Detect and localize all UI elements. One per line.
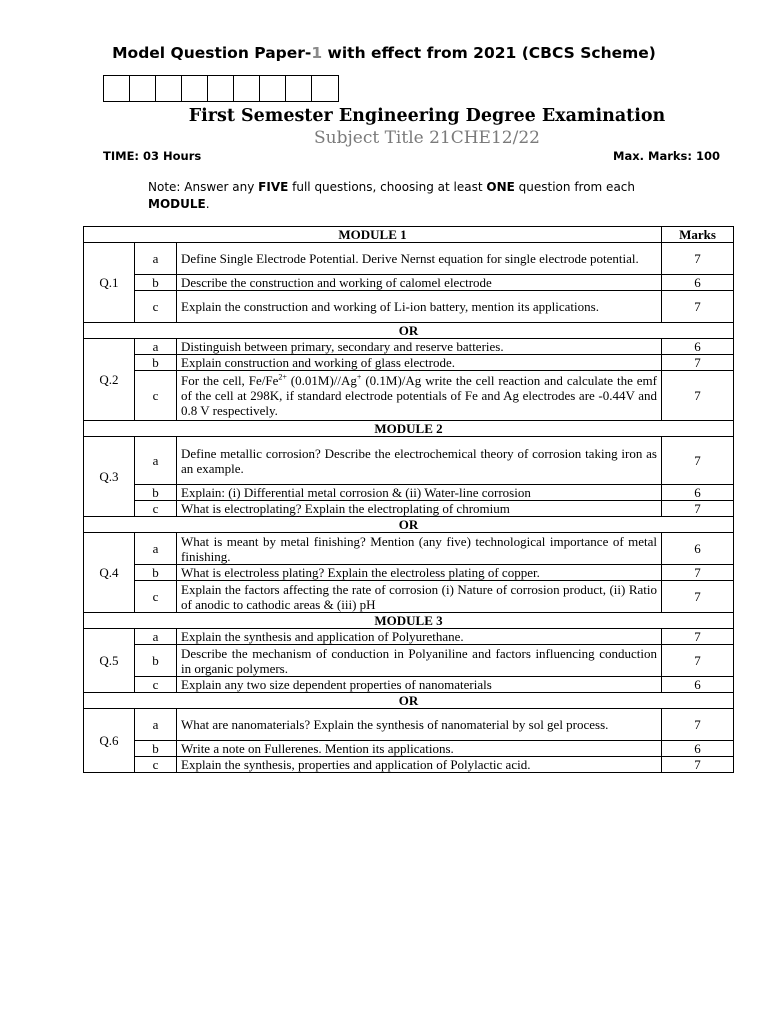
question-marks: 7: [662, 355, 734, 371]
module-header-row: [84, 227, 734, 243]
question-part-letter: b: [135, 275, 177, 291]
question-text: Explain: (i) Differential metal corrosion & (ii) Water-line corrosion: [177, 485, 662, 501]
usn-entry-boxes: [103, 75, 339, 102]
question-number: Q.3: [84, 437, 135, 517]
question-text: Explain the construction and working of Li-ion battery, mention its applications.: [177, 291, 662, 323]
note-emphasis-one: ONE: [486, 180, 515, 194]
question-part-row: [84, 275, 734, 291]
question-text: Describe the construction and working of calomel electrode: [177, 275, 662, 291]
question-part-row: [84, 581, 734, 613]
question-text: For the cell, $Fe/Fe^{2+}$ (0.01M)//Ag+ (0.1M)/Ag write the cell reaction and calculate the emf of the cell at 298K, if standard electrode potentials of Fe and Ag electrodes are -0.44V and 0.8 V respectively.: [177, 371, 662, 421]
question-marks: 7: [662, 243, 734, 275]
question-part-row: [84, 533, 734, 565]
question-marks: 6: [662, 339, 734, 355]
question-text: Define Single Electrode Potential. Derive Nernst equation for single electrode potential.: [177, 243, 662, 275]
question-marks: 7: [662, 501, 734, 517]
question-part-letter: b: [135, 741, 177, 757]
note-text: Note: Answer any: [148, 180, 259, 194]
note-text: .: [205, 197, 210, 211]
or-divider-row: [84, 693, 734, 709]
subject-title: Subject Title 21CHE12/22: [314, 128, 540, 148]
question-text: What is electroplating? Explain the electroplating of chromium: [177, 501, 662, 517]
question-number: Q.5: [84, 629, 135, 693]
marks-column-header: Marks: [662, 227, 734, 243]
question-part-row: [84, 677, 734, 693]
module-title: MODULE 3: [84, 613, 734, 629]
question-part-row: [84, 565, 734, 581]
question-part-letter: c: [135, 501, 177, 517]
usn-box: [156, 76, 182, 101]
question-marks: 6: [662, 275, 734, 291]
question-part-letter: b: [135, 355, 177, 371]
usn-box: [260, 76, 286, 101]
question-part-letter: c: [135, 757, 177, 773]
usn-box: [182, 76, 208, 101]
usn-box: [286, 76, 312, 101]
question-text: What is electroless plating? Explain the electroless plating of copper.: [177, 565, 662, 581]
usn-box: [130, 76, 156, 101]
paper-title-prefix: Model Question Paper-: [112, 44, 312, 62]
question-part-row: [84, 339, 734, 355]
question-part-row: [84, 355, 734, 371]
question-part-row: [84, 645, 734, 677]
or-divider-row: [84, 517, 734, 533]
question-part-letter: a: [135, 437, 177, 485]
question-part-row: [84, 485, 734, 501]
question-part-letter: a: [135, 243, 177, 275]
question-text: Explain any two size dependent properties of nanomaterials: [177, 677, 662, 693]
question-marks: 6: [662, 677, 734, 693]
note-text: question from each: [514, 180, 635, 194]
question-part-letter: b: [135, 565, 177, 581]
question-part-letter: a: [135, 709, 177, 741]
paper-title-number: 1: [311, 44, 323, 62]
question-marks: 6: [662, 533, 734, 565]
or-label: OR: [84, 517, 734, 533]
question-text: What are nanomaterials? Explain the synthesis of nanomaterial by sol gel process.: [177, 709, 662, 741]
question-marks: 7: [662, 581, 734, 613]
question-marks: 6: [662, 741, 734, 757]
question-text: Explain the factors affecting the rate of corrosion (i) Nature of corrosion product, (ii) Ratio of anodic to cathodic areas & (iii) pH: [177, 581, 662, 613]
question-text: Define metallic corrosion? Describe the electrochemical theory of corrosion taking iron as an example.: [177, 437, 662, 485]
question-part-letter: b: [135, 645, 177, 677]
question-marks: 7: [662, 757, 734, 773]
question-part-letter: b: [135, 485, 177, 501]
question-part-letter: a: [135, 629, 177, 645]
question-part-letter: c: [135, 677, 177, 693]
question-text: Explain the synthesis and application of Polyurethane.: [177, 629, 662, 645]
note-emphasis-module: MODULE: [148, 197, 206, 211]
usn-box: [208, 76, 234, 101]
question-number: Q.6: [84, 709, 135, 773]
question-text: Explain construction and working of glass electrode.: [177, 355, 662, 371]
usn-box: [312, 76, 338, 101]
question-part-row: [84, 291, 734, 323]
question-part-letter: c: [135, 581, 177, 613]
module-title: MODULE 1: [84, 227, 662, 243]
question-number: Q.2: [84, 339, 135, 421]
paper-title-suffix: with effect from 2021 (CBCS Scheme): [322, 44, 656, 62]
question-part-row: [84, 709, 734, 741]
question-marks: 7: [662, 565, 734, 581]
question-text: Distinguish between primary, secondary and reserve batteries.: [177, 339, 662, 355]
question-part-row: [84, 437, 734, 485]
question-marks: 7: [662, 629, 734, 645]
question-part-row: [84, 741, 734, 757]
question-marks: 6: [662, 485, 734, 501]
question-part-row: [84, 757, 734, 773]
question-part-row: [84, 371, 734, 421]
module-header-row: [84, 613, 734, 629]
question-text: What is meant by metal finishing? Mention (any five) technological importance of metal finishing.: [177, 533, 662, 565]
question-part-row: [84, 629, 734, 645]
question-part-row: [84, 501, 734, 517]
question-marks: 7: [662, 645, 734, 677]
question-part-letter: c: [135, 291, 177, 323]
question-part-row: [84, 243, 734, 275]
or-label: OR: [84, 323, 734, 339]
question-marks: 7: [662, 437, 734, 485]
paper-title: [0, 44, 768, 62]
usn-box: [234, 76, 260, 101]
question-table: [83, 226, 734, 773]
note-text: full questions, choosing at least: [288, 180, 487, 194]
exam-duration: TIME: 03 Hours: [103, 149, 202, 163]
question-part-letter: a: [135, 339, 177, 355]
question-marks: 7: [662, 709, 734, 741]
instructions-note: [148, 179, 668, 213]
note-emphasis-five: FIVE: [258, 180, 289, 194]
or-label: OR: [84, 693, 734, 709]
question-text: Describe the mechanism of conduction in Polyaniline and factors influencing conduction in organic polymers.: [177, 645, 662, 677]
question-marks: 7: [662, 371, 734, 421]
question-text: Write a note on Fullerenes. Mention its applications.: [177, 741, 662, 757]
question-part-letter: c: [135, 371, 177, 421]
or-divider-row: [84, 323, 734, 339]
module-header-row: [84, 421, 734, 437]
max-marks: Max. Marks: 100: [613, 149, 720, 163]
module-title: MODULE 2: [84, 421, 734, 437]
question-number: Q.1: [84, 243, 135, 323]
question-number: Q.4: [84, 533, 135, 613]
exam-title: First Semester Engineering Degree Examination: [188, 106, 666, 126]
question-text: Explain the synthesis, properties and application of Polylactic acid.: [177, 757, 662, 773]
question-marks: 7: [662, 291, 734, 323]
usn-box: [104, 76, 130, 101]
question-part-letter: a: [135, 533, 177, 565]
